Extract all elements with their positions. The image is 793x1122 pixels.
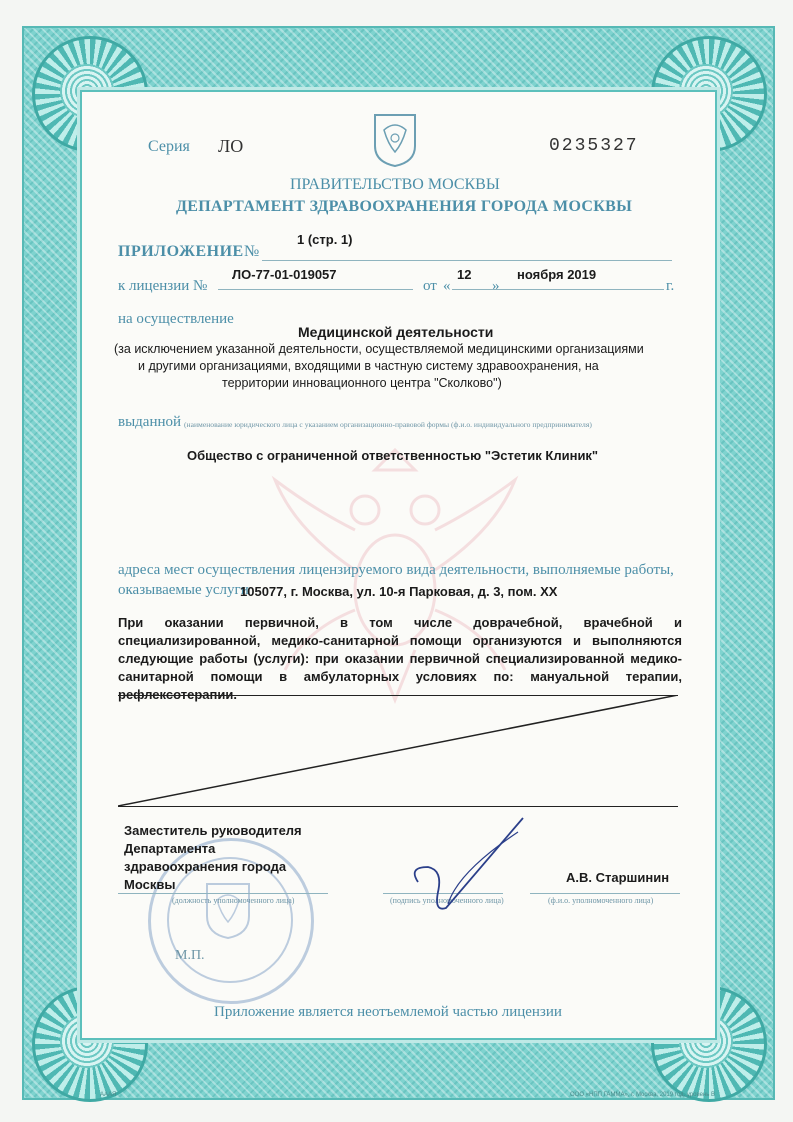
services-line-2: специализированной, медико-санитарной помощи организуются и выполняются	[118, 633, 682, 648]
position-line-4: Москвы	[124, 877, 176, 892]
series-label: Серия	[148, 138, 190, 155]
appendix-underline	[262, 260, 672, 261]
appendix-label: ПРИЛОЖЕНИЕ	[118, 243, 244, 260]
address-label-line-1: адреса мест осуществления лицензируемого вида деятельности, выполняемые работы,	[118, 562, 674, 578]
footer-left-code: АААЯ	[100, 1092, 117, 1098]
issued-label: выданной	[118, 414, 182, 430]
signatory-name: А.В. Старшинин	[566, 870, 670, 885]
series-value: ЛО	[218, 136, 244, 156]
name-underline	[530, 893, 680, 894]
position-underline	[118, 893, 328, 894]
services-line-5: рефлексотерапии.	[118, 687, 237, 702]
license-date-underline	[452, 289, 664, 290]
license-year-suffix: г.	[666, 278, 675, 294]
document-number: 0235327	[549, 136, 639, 156]
appendix-number-sign: №	[244, 243, 260, 260]
activity-label: на осуществление	[118, 311, 234, 327]
services-block	[118, 614, 682, 704]
coat-of-arms-icon	[372, 112, 418, 168]
department-line: ДЕПАРТАМЕНТ ЗДРАВООХРАНЕНИЯ ГОРОДА МОСКВЫ	[176, 198, 633, 215]
handwritten-signature	[398, 812, 538, 922]
activity-line-1: (за исключением указанной деятельности, осуществляемой медицинскими организациями	[114, 342, 644, 356]
name-hint: (ф.и.о. уполномоченного лица)	[548, 896, 654, 905]
services-line-4: санитарной помощи в амбулаторных условиях по: мануальной терапии,	[118, 669, 682, 684]
footer-note: Приложение является неотъемлемой частью лицензии	[214, 1004, 562, 1020]
license-number-underline	[218, 289, 413, 290]
license-quote-close: »	[492, 278, 500, 294]
position-line-2: Департамента	[124, 841, 216, 856]
services-line-1: При оказании первичной, в том числе доврачебной, врачебной и	[118, 615, 682, 630]
license-day: 12	[457, 267, 472, 282]
license-label: к лицензии №	[118, 278, 208, 294]
license-month-year: ноября 2019	[517, 267, 597, 282]
appendix-number: 1 (стр. 1)	[297, 232, 353, 247]
services-line-3: следующие работы (услуги): при оказании первичной специализированной медико-	[118, 651, 682, 666]
fill-diagonal	[118, 695, 678, 807]
government-line: ПРАВИТЕЛЬСТВО МОСКВЫ	[290, 176, 500, 193]
position-hint: (должность уполномоченного лица)	[172, 896, 295, 905]
issued-organization: Общество с ограниченной ответственностью "Эстетик Клиник"	[187, 448, 599, 463]
license-quote-open: «	[443, 278, 451, 294]
position-line-1: Заместитель руководителя	[124, 823, 302, 838]
activity-line-2: и другими организациями, входящими в частную систему здравоохранения, на	[138, 359, 599, 373]
activity-title: Медицинской деятельности	[298, 324, 494, 340]
address-value: 105077, г. Москва, ул. 10-я Парковая, д. 3, пом. XX	[240, 584, 558, 599]
position-line-3: здравоохранения города	[124, 859, 287, 874]
issued-hint: (наименование юридического лица с указанием организационно-правовой формы (ф.и.о. индивидуального предпринимателя)	[184, 420, 592, 429]
signatory-position	[124, 822, 302, 894]
stamp-place-label: М.П.	[175, 948, 205, 963]
license-number: ЛО-77-01-019057	[232, 267, 337, 282]
signature-hint: (подпись уполномоченного лица)	[390, 896, 504, 905]
activity-line-3: территории инновационного центра "Сколково")	[222, 376, 502, 390]
license-from-label: от	[423, 278, 437, 294]
fill-line-bottom	[118, 806, 678, 807]
footer-right-code: ООО «НПП ГАММА», г. Москва, 2019 год, уровень В	[570, 1092, 716, 1098]
address-label-line-2: оказываемые услуги	[118, 582, 249, 598]
